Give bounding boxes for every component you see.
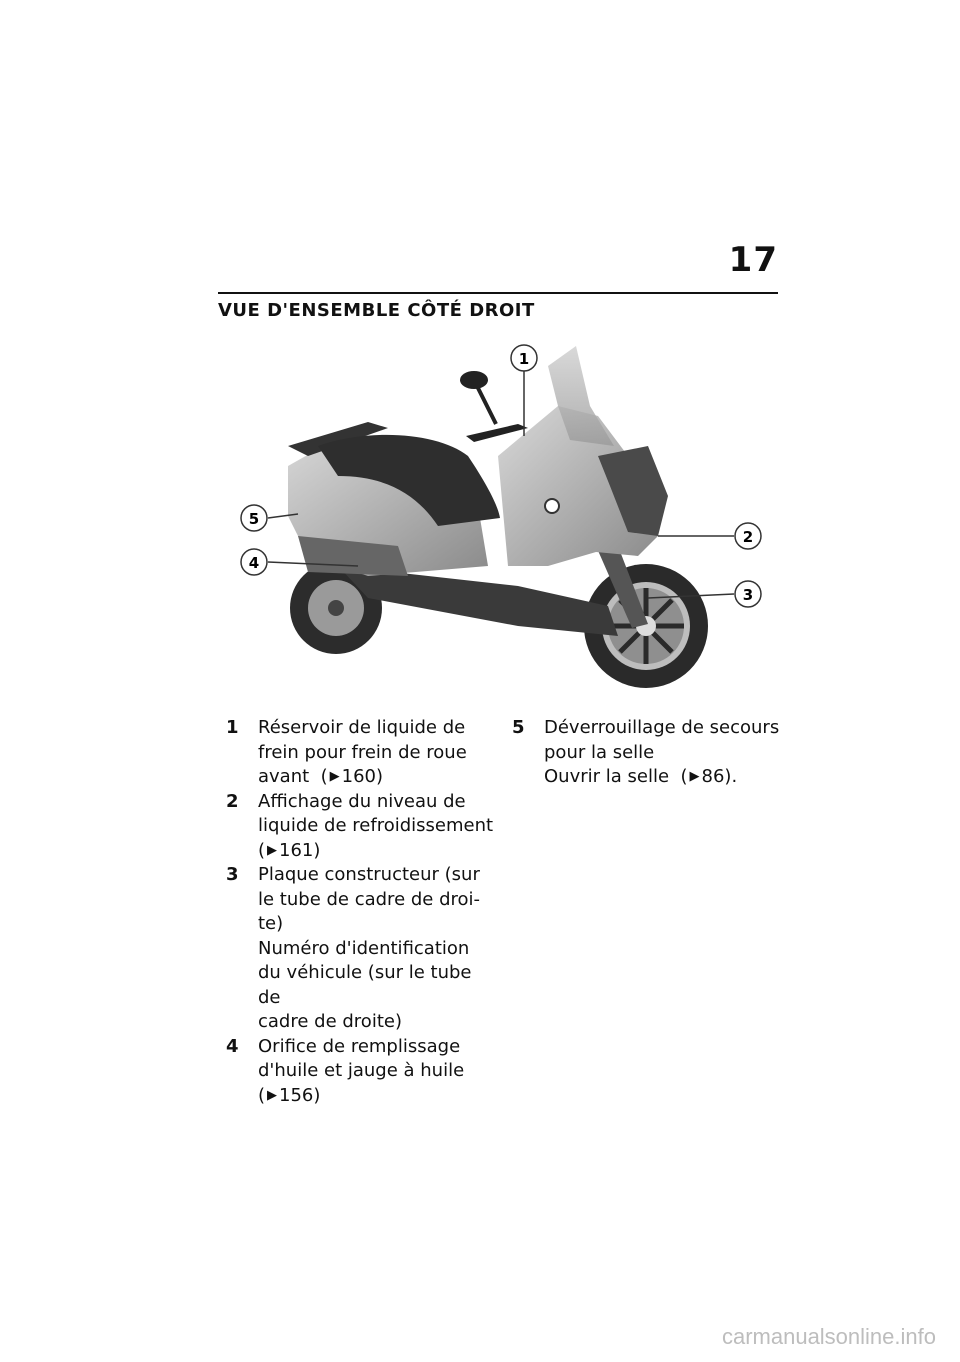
callout-3 — [735, 581, 761, 607]
page-number: 17 — [728, 240, 778, 280]
page-reference[interactable]: ( ▶ 161) — [258, 839, 494, 864]
callout-1 — [511, 345, 537, 371]
svg-text:2: 2 — [742, 528, 754, 546]
legend-text: Orifice de remplissage d'huile et jauge à huile ( ▶ 156) — [258, 1035, 494, 1109]
mirror — [460, 371, 488, 389]
legend-text: Affichage du niveau de liquide de refroidissement ( ▶ 161) — [258, 790, 494, 864]
scooter-drawing — [218, 336, 778, 696]
legend-number: 1 — [226, 717, 239, 738]
legend-number: 5 — [512, 717, 525, 738]
brand-logo — [545, 499, 559, 513]
callout-2 — [735, 523, 761, 549]
callout-5 — [241, 505, 267, 531]
page-reference[interactable]: ( ▶ 156) — [258, 1084, 494, 1109]
legend-text: Réservoir de liquide de frein pour frein de roue avant ( ▶ 160) — [258, 716, 494, 790]
svg-text:5: 5 — [248, 510, 260, 528]
legend-column-2 — [512, 716, 782, 790]
legend-column-1 — [226, 716, 494, 1108]
reference-arrow-icon: ▶ — [267, 1087, 278, 1103]
svg-text:1: 1 — [518, 350, 530, 368]
legend-item-2 — [226, 790, 494, 864]
callout-4 — [241, 549, 267, 575]
mirror-stem — [476, 384, 496, 424]
legend-item-5 — [512, 716, 782, 790]
reference-arrow-icon: ▶ — [689, 769, 700, 784]
legend-number: 4 — [226, 1035, 239, 1057]
legend-text: Déverrouillage de secours pour la selle Ouvrir la selle ( ▶ 86). — [544, 716, 782, 790]
legend-number: 2 — [226, 790, 239, 812]
scooter-illustration — [218, 336, 778, 696]
svg-text:4: 4 — [248, 554, 260, 572]
reference-arrow-icon: ▶ — [267, 842, 278, 858]
legend-item-3 — [226, 863, 494, 1035]
page-reference[interactable]: Ouvrir la selle ( ▶ 86). — [544, 765, 782, 790]
section-title: VUE D'ENSEMBLE CÔTÉ DROIT — [218, 300, 535, 321]
reference-arrow-icon: ▶ — [329, 769, 340, 784]
legend-number: 3 — [226, 864, 239, 885]
svg-text:3: 3 — [742, 586, 754, 604]
page-reference[interactable]: avant ( ▶ 160) — [258, 765, 494, 790]
legend-item-4 — [226, 1035, 494, 1109]
legend-text: Plaque constructeur (sur le tube de cadre de droi- te) Numéro d'identification du véhicule (sur le tube de cadre de droite) — [258, 864, 481, 1032]
legend-item-1 — [226, 716, 494, 790]
watermark: carmanualsonline.info — [721, 1324, 936, 1349]
header-rule — [218, 292, 778, 294]
